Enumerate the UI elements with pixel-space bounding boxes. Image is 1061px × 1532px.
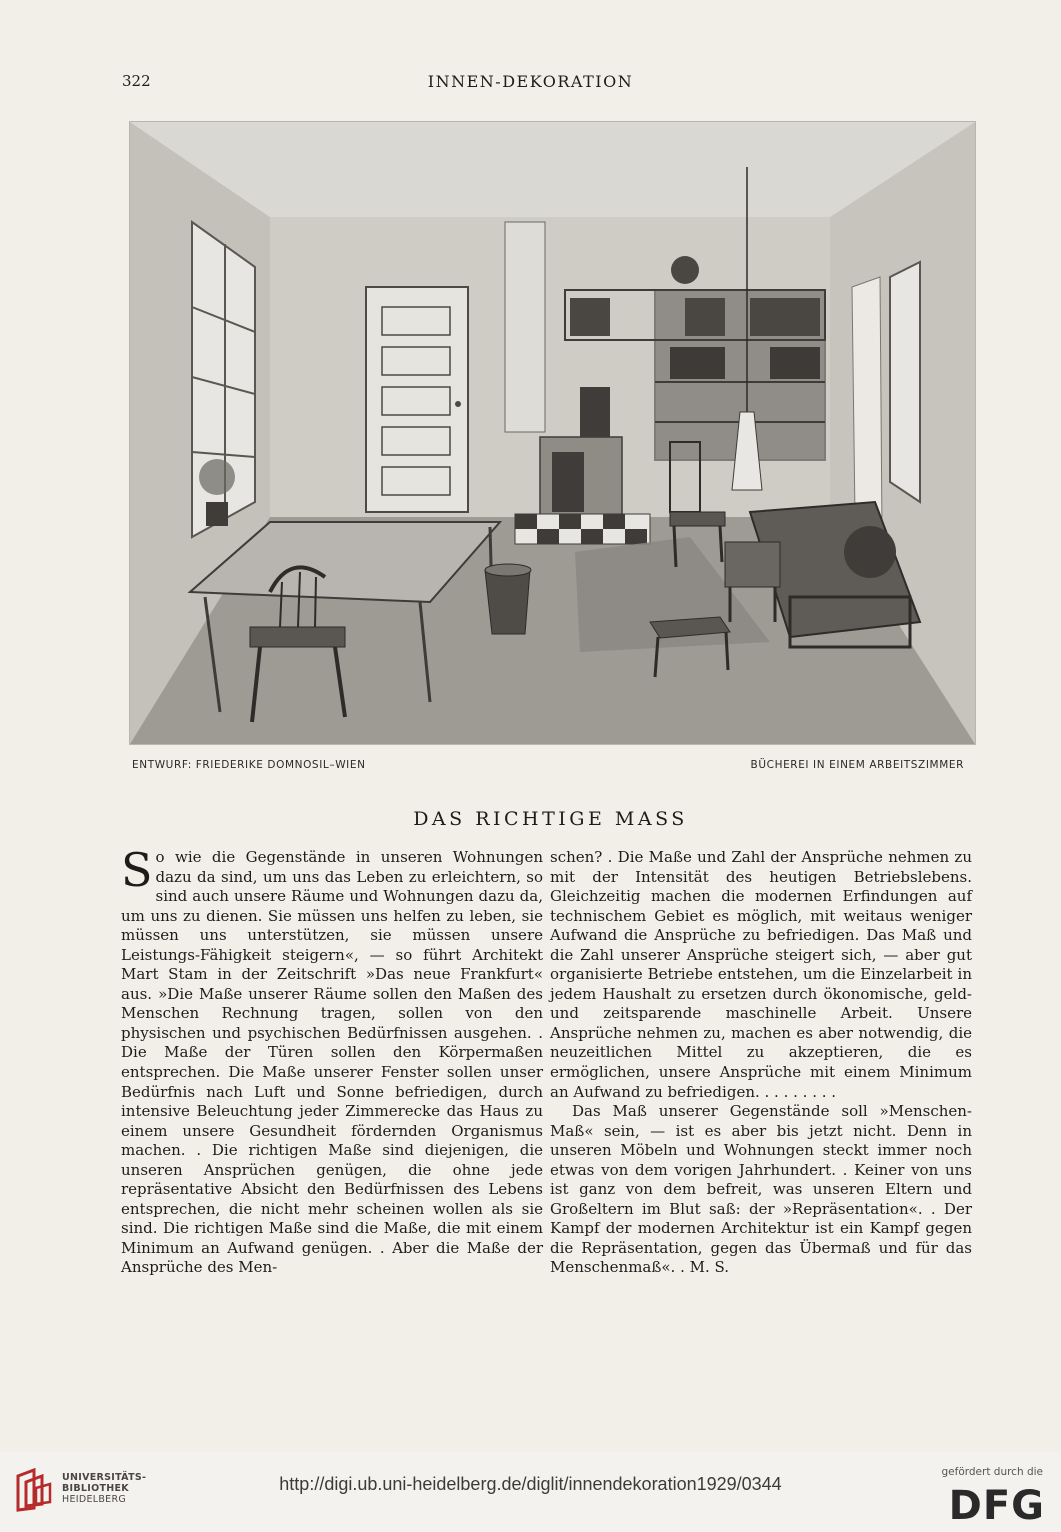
door (366, 287, 468, 512)
page-number: 322 (122, 72, 151, 90)
drop-cap: S (121, 843, 153, 897)
room-illustration (129, 121, 976, 745)
funder-note: gefördert durch die (941, 1466, 1043, 1478)
caption-designer: ENTWURF: FRIEDERIKE DOMNOSIL–WIEN (132, 759, 366, 771)
caption-subject: BÜCHEREI IN EINEM ARBEITSZIMMER (750, 759, 964, 771)
ceiling (130, 122, 975, 217)
text-column-right (550, 848, 972, 1278)
globe (671, 256, 699, 284)
digitization-footer (0, 1452, 1061, 1532)
paragraph-text: o wie die Gegenstände in unseren Wohnungen dazu da sind, um uns das Leben zu erleichtern, so sind auch unsere Räume und Wohnungen dazu da, um uns zu dienen. Sie müssen uns helfen zu leben, sie müssen uns unterstützen, sie müssen unsere Leistungs-Fähigkeit steigern«, — so führt Architekt Mart Stam in der Zeitschrift »Das neue Frankfurt« aus. »Die Maße unserer Räume sollen den Maßen des Menschen Rechnung tragen, sollen von den physischen und psychischen Bedürfnissen ausgehen. . Die Maße der Türen sollen den Körpermaßen entsprechen. Die Maße unserer Fenster sollen unser Bedürfnis nach Luft und Sonne befriedigen, durch intensive Beleuchtung jeder Zimmerecke das Haus zu einem unsere Gesundheit fördernden Organismus machen. . Die richtigen Maße sind diejenigen, die unseren Ansprüchen genügen, die ohne jede repräsentative Absicht den Bedürfnissen des Lebens entsprechen, die nicht mehr scheinen wollen als sie sind. Die richtigen Maße sind die Maße, die mit einem Minimum an Aufwand genügen. . Aber die Maße der Ansprüche des Men- (121, 848, 543, 1277)
chimney-pillar (505, 222, 545, 432)
wastebasket (485, 564, 531, 634)
library-name: UNIVERSITÄTS- BIBLIOTHEK HEIDELBERG (62, 1472, 147, 1505)
article-title: DAS RICHTIGE MASS (413, 808, 688, 830)
paragraph: schen? . Die Maße und Zahl der Ansprüche nehmen zu mit der Intensität des heutigen Betriebslebens. Gleichzeitig machen die modernen Erfindungen auf technischem Gebiet es möglich, mit weitaus weniger Aufwand die Ansprüche zu befriedigen. Das Maß und die Zahl unserer Ansprüche steigert sich, — aber gut organisierte Betriebe entstehen, um die Einzelarbeit in jedem Haushalt zu ersetzen durch ökonomische, geld- und zeitsparende maschinelle Arbeit. Unsere Ansprüche nehmen zu, machen es aber notwendig, die neuzeitlichen Mittel zu akzeptieren, die es ermöglichen, unsere Ansprüche mit einem Minimum an Aufwand zu befriedigen. . . . . . . . . (550, 848, 972, 1101)
source-url-link[interactable]: http://digi.ub.uni-heidelberg.de/diglit/innendekoration1929/0344 (279, 1474, 782, 1494)
running-title: INNEN-DEKORATION (427, 72, 634, 91)
page-header (0, 72, 1061, 98)
dfg-logo: DFG (948, 1483, 1045, 1529)
text-column-left (121, 843, 543, 1278)
paragraph: Das Maß unserer Gegenstände soll »Menschen-Maß« sein, — ist es aber bis jetzt nicht. Denn in unseren Möbeln und Wohnungen steckt immer noch etwas von dem vorigen Jahrhundert. . Keiner von uns ist ganz von dem befreit, was unseren Eltern und Großeltern im Blut saß: der »Repräsentation«. . Der Kampf der modernen Architektur ist ein Kampf gegen die Repräsentation, gegen das Übermaß und für das Menschenmaß«. . M. S. (550, 1102, 972, 1277)
illustration-captions (0, 759, 1061, 775)
paragraph (121, 843, 543, 1278)
checkered-hearth (515, 514, 650, 544)
room-drawing (130, 122, 975, 744)
